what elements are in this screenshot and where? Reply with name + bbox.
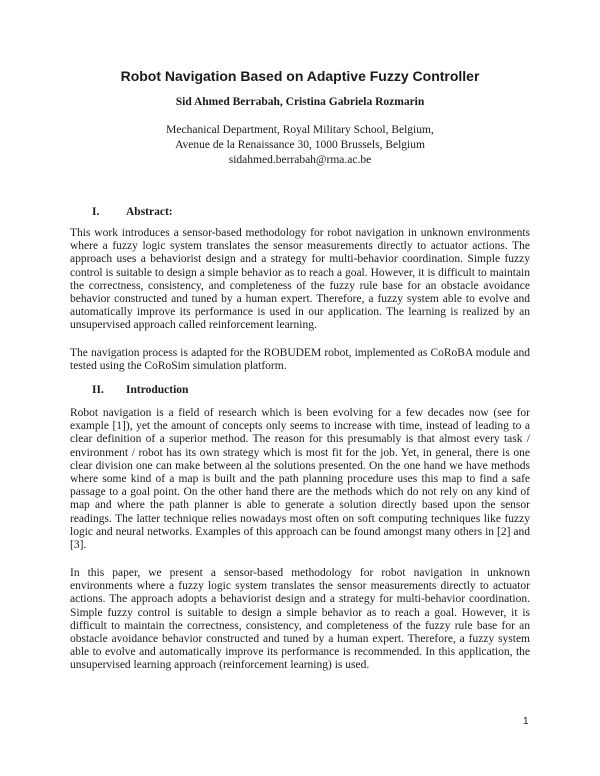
paper-authors: Sid Ahmed Berrabah, Cristina Gabriela Rozmarin	[175, 96, 425, 108]
section-title: Abstract:	[126, 206, 173, 218]
section-heading-introduction	[92, 383, 188, 397]
section-number: I.	[92, 206, 100, 218]
author-affiliation	[0, 123, 600, 168]
abstract-paragraph-2: The navigation process is adapted for the ROBUDEM robot, implemented as CoRoBA module and tested using the CoRoSim simulation platform.	[70, 347, 530, 373]
author-email: sidahmed.berrabah@rma.ac.be	[228, 154, 372, 166]
affiliation-line-2: Avenue de la Renaissance 30, 1000 Brussels, Belgium	[175, 139, 425, 151]
section-number: II.	[92, 384, 104, 396]
intro-paragraph-1: Robot navigation is a field of research which is been evolving for a few decades now (see for example [1]), yet the amount of concepts only seems to increase with time, instead of leading to a clear definition of a superior method. The reason for this presumably is that almost every task / environment / robot has its own strategy which is most fit for the job. Yet, in general, there is one clear division one can make between al the solutions presented. On the one hand we have methods where some kind of a map is built and the path planning procedure uses this map to find a safe passage to a goal point. On the other hand there are the methods which do not rely on any kind of map and where the path planner is able to generate a solution directly based upon the sensor readings. The latter technique relies nowadays most often on soft computing techniques like fuzzy logic and neural networks. Examples of this approach can be found amongst many others in [2] and [3].	[70, 407, 530, 552]
intro-paragraph-2: In this paper, we present a sensor-based methodology for robot navigation in unknown environments where a fuzzy logic system translates the sensor measurements directly to actuator actions. The approach adopts a behaviorist design and a strategy for multi-behavior coordination. Simple fuzzy control is suitable to design a simple behavior as to reach a goal. However, it is difficult to maintain the correctness, consistency, and completeness of the fuzzy rule base for an obstacle avoidance behavior constructed and tuned by a human expert. Therefore, a fuzzy system able to evolve and automatically improve its performance is recommended. In this application, the unsupervised learning approach (reinforcement learning) is used.	[70, 567, 530, 672]
abstract-paragraph-1: This work introduces a sensor-based methodology for robot navigation in unknown environments where a fuzzy logic system translates the sensor measurements directly to actuator actions. The approach uses a behaviorist design and a strategy for multi-behavior coordination. Simple fuzzy control is suitable to design a simple behavior as to reach a goal. However, it is difficult to maintain the correctness, consistency, and completeness of the fuzzy rule base for an obstacle avoidance behavior constructed and tuned by a human expert. Therefore, a fuzzy system able to evolve and automatically improve its performance is used in our application. The learning is realized by an unsupervised approach called reinforcement learning.	[70, 227, 530, 332]
section-title: Introduction	[126, 384, 189, 396]
section-heading-abstract	[92, 205, 173, 219]
page-number: 1	[523, 716, 529, 727]
affiliation-line-1: Mechanical Department, Royal Military School, Belgium,	[166, 124, 434, 136]
paper-title: Robot Navigation Based on Adaptive Fuzzy Controller	[120, 68, 480, 84]
